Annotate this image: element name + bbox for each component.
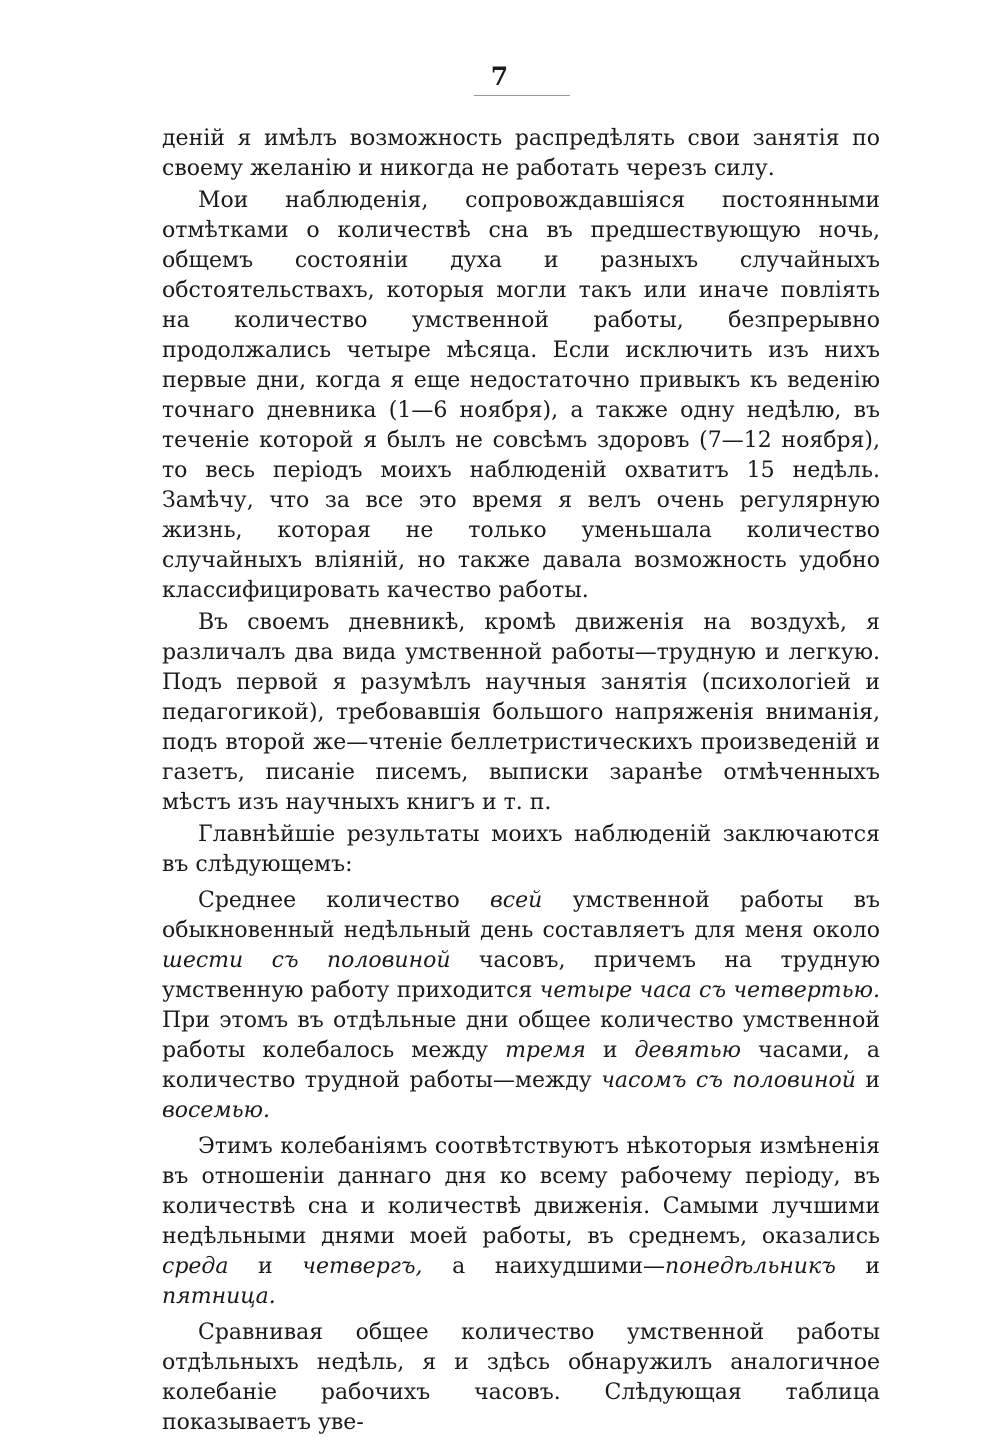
- text-segment: и: [855, 1068, 880, 1093]
- body-text: [162, 124, 880, 1438]
- emphasis-text: тремя: [505, 1038, 586, 1063]
- emphasis-text: среда: [162, 1254, 229, 1279]
- text-segment: При этомъ въ отдѣльные дни общее количество умственной работы колебалось между: [162, 1008, 880, 1063]
- emphasis-text: восемью.: [162, 1098, 270, 1123]
- page-number-rule: [474, 95, 570, 96]
- paragraph-observations: [162, 186, 880, 606]
- emphasis-text: шести съ половиной: [162, 948, 451, 973]
- emphasis-text: понедѣльникъ: [665, 1254, 836, 1279]
- paragraph-fluctuations: [162, 1132, 880, 1312]
- text-segment: а наихудшими—: [422, 1254, 666, 1279]
- text-segment: Среднее количество: [198, 888, 490, 913]
- paragraph-weekly-comparison: [162, 1318, 880, 1438]
- text-segment: Мои наблюденія, сопровождавшіяся постоянными отмѣтками о количествѣ сна въ предшествующую ночь, общемъ состояніи духа и разныхъ случайныхъ обстоятельствахъ, которыя могли такъ или иначе повліять на количество умственной работы, безпрерывно продолжались четыре мѣсяца. Если исключить изъ нихъ первые дни, когда я еще недостаточно привыкъ къ веденію точнаго дневника (1—6 ноября), а также одну недѣлю, въ теченіе которой я былъ не совсѣмъ здоровъ (7—12 ноября), то весь періодъ моихъ наблюденій охватитъ 15 недѣль. Замѣчу, что за все это время я велъ очень регулярную жизнь, которая не только уменьшала количество случайныхъ вліяній, но также давала возможность удобно классифицировать качество работы.: [162, 188, 880, 603]
- emphasis-text: четыре часа съ четвертью.: [539, 978, 880, 1003]
- paragraph-main-results: [162, 820, 880, 880]
- text-segment: Главнѣйшіе результаты моихъ наблюденій заключаются въ слѣдующемъ:: [162, 822, 880, 877]
- text-segment: Сравнивая общее количество умственной работы отдѣльныхъ недѣль, я и здѣсь обнаружилъ аналогичное колебаніе рабочихъ часовъ. Слѣдующая таблица показываетъ уве-: [162, 1320, 880, 1435]
- paragraph-continuation: [162, 124, 880, 184]
- emphasis-text: всей: [490, 888, 543, 913]
- text-segment: и: [585, 1038, 635, 1063]
- text-segment: Этимъ колебаніямъ соотвѣтствуютъ нѣкоторыя измѣненія въ отношеніи даннаго дня ко всему рабочему періоду, въ количествѣ сна и количествѣ движенія. Самыми лучшими недѣльными днями моей работы, въ среднемъ, оказались: [162, 1134, 880, 1249]
- paragraph-work-types: [162, 608, 880, 818]
- text-segment: и: [835, 1254, 880, 1279]
- emphasis-text: четвергъ,: [302, 1254, 423, 1279]
- emphasis-text: пятница.: [162, 1284, 276, 1309]
- emphasis-text: часомъ съ половиной: [601, 1068, 856, 1093]
- text-segment: деній я имѣлъ возможность распредѣлять свои занятія по своему желанію и никогда не работать черезъ силу.: [162, 126, 880, 181]
- text-segment: Въ своемъ дневникѣ, кромѣ движенія на воздухѣ, я различалъ два вида умственной работы—трудную и легкую. Подъ первой я разумѣлъ научныя занятія (психологіей и педагогикой), требовавшія большого напряженія вниманія, подъ второй же—чтеніе беллетристическихъ произведеній и газетъ, писаніе писемъ, выписки заранѣе отмѣченныхъ мѣстъ изъ научныхъ книгъ и т. п.: [162, 610, 880, 815]
- text-segment: часами, а количество трудной работы—между: [162, 1038, 880, 1093]
- text-segment: часовъ, причемъ на трудную умственную работу приходится: [162, 948, 880, 1003]
- text-segment: умственной работы въ обыкновенный недѣльный день составляетъ для меня около: [162, 888, 880, 943]
- text-segment: и: [228, 1254, 303, 1279]
- paragraph-average-work: [162, 886, 880, 1126]
- page-number: 7: [490, 62, 510, 91]
- emphasis-text: девятью: [634, 1038, 742, 1063]
